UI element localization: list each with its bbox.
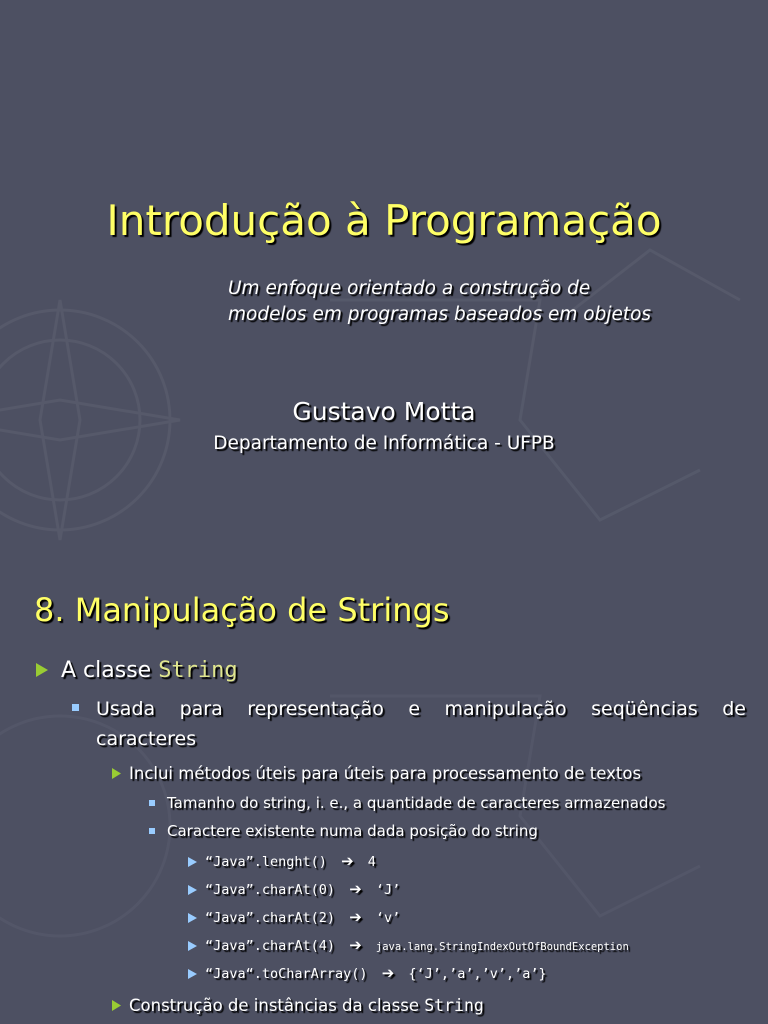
bullet-char-position: Caractere existente numa dada posição do string [167,822,538,840]
example-length [205,852,376,870]
example-charat-4 [205,936,629,954]
example-result: 4 [367,854,376,870]
blue-triangle-bullet-icon [188,969,197,979]
bullet-methods: Inclui métodos úteis para úteis para processamento de textos [129,764,642,783]
green-triangle-bullet-icon [112,768,121,779]
subtitle-line-2: modelos em programas baseados em objetos [228,304,652,325]
right-arrow-icon: ➔ [341,852,354,870]
example-charat-0 [205,880,400,898]
blue-square-bullet-icon [72,704,79,711]
green-triangle-bullet-icon [112,1000,121,1011]
blue-square-bullet-icon [149,828,155,834]
bullet-string-class [61,658,238,683]
code-string: String [158,658,238,683]
code-string: String [424,996,484,1015]
bullet-text: Construção de instâncias da classe [129,996,425,1015]
example-result: ‘v’ [375,910,401,926]
blue-triangle-bullet-icon [188,857,197,867]
bullet-instances [129,996,484,1015]
department-name: Departamento de Informática - UFPB [213,433,555,454]
example-expression: “Java”.charAt(0) [205,882,336,898]
blue-triangle-bullet-icon [188,913,197,923]
bullet-string-length: Tamanho do string, i. e., a quantidade de caracteres armazenados [167,794,666,812]
blue-triangle-bullet-icon [188,941,197,951]
example-tochararray [205,964,547,982]
blue-square-bullet-icon [149,800,155,806]
example-expression: “Java“.toCharArray() [205,966,368,982]
example-result: java.lang.StringIndexOutOfBoundException [375,941,629,953]
presentation-subtitle [228,276,651,328]
example-result: {‘J’,’a’,’v’,’a’} [408,966,547,982]
green-triangle-bullet-icon [36,663,48,677]
right-arrow-icon: ➔ [381,964,395,982]
right-arrow-icon: ➔ [349,880,362,898]
example-expression: “Java”.charAt(2) [205,910,336,926]
right-arrow-icon: ➔ [349,936,362,954]
bullet-text: A classe [61,658,159,683]
blue-triangle-bullet-icon [188,885,197,895]
presentation-title: Introdução à Programação [106,196,662,245]
example-result: ‘J’ [375,882,401,898]
example-charat-2 [205,908,400,926]
subtitle-line-1: Um enfoque orientado a construção de [228,278,591,299]
example-expression: “Java”.lenght() [205,854,327,870]
bullet-usage-line-2: caracteres [96,728,197,750]
right-arrow-icon: ➔ [349,908,362,926]
example-expression: “Java”.charAt(4) [205,938,336,954]
bullet-usage-line-1: Usada para representação e manipulação seqüências de [96,698,746,720]
slide-title: 8. Manipulação de Strings [34,591,450,629]
author-name: Gustavo Motta [292,397,476,426]
